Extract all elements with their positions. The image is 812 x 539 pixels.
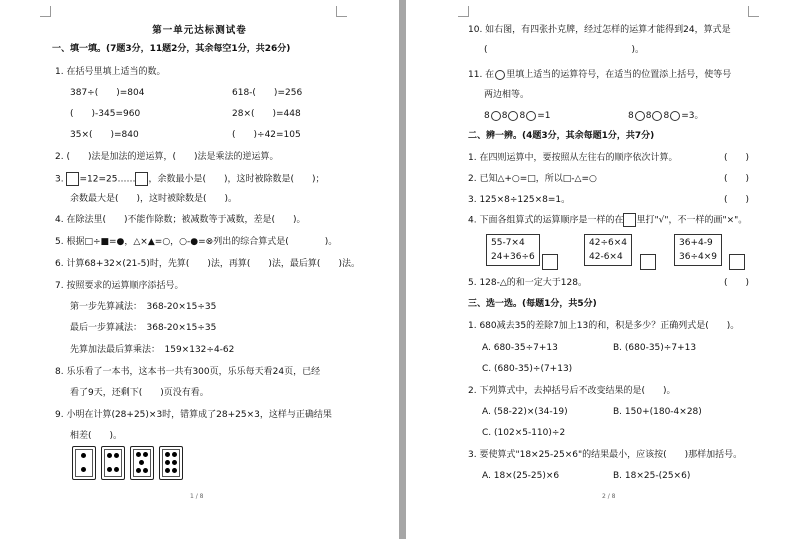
crop-mark-top-left — [40, 6, 51, 17]
question-4: 4. 在除法里( )不能作除数；被减数等于减数，差是( )。 — [55, 215, 306, 225]
judge-3-blank: ( ) — [724, 195, 750, 205]
answer-box — [729, 254, 745, 270]
eq-1a: 387÷( )=804 — [70, 88, 145, 98]
eq-1f: ( )÷42=105 — [232, 130, 301, 140]
expression-pair-3: 36+4-9 36÷4×9 — [674, 234, 722, 266]
circle-blank — [652, 111, 662, 121]
choice-2-option-a: A. (58-22)×(34-19) — [482, 407, 568, 417]
equation-eq-3: 8 8 8 =3。 — [628, 111, 704, 121]
choice-3-option-b: B. 18×25-(25×6) — [613, 471, 691, 481]
judge-5: 5. 128-△的和一定大于128。 — [468, 278, 587, 288]
right-page — [406, 0, 812, 539]
page-number: 2 / 8 — [602, 493, 616, 500]
question-9-line-2: 相差( )。 — [70, 431, 123, 441]
judge-5-blank: ( ) — [724, 278, 750, 288]
answer-box — [640, 254, 656, 270]
question-1: 1. 在括号里填上适当的数。 — [55, 67, 166, 77]
question-9: 9. 小明在计算(28+25)×3时，错算成了28+25×3，这样与正确结果 — [55, 410, 332, 420]
section-1-heading: 一、填一填。(7题3分，11题2分，其余每空1分，共26分) — [52, 44, 291, 54]
choice-3-option-a: A. 18×(25-25)×6 — [482, 471, 560, 481]
circle-blank — [495, 70, 505, 80]
crop-mark-top-right — [336, 6, 347, 17]
judge-1-blank: ( ) — [724, 153, 750, 163]
judge-2-blank: ( ) — [724, 174, 750, 184]
eq-1c: ( )-345=960 — [70, 109, 141, 119]
answer-box — [66, 172, 79, 186]
equation-eq-1: 8 8 8 =1 — [484, 111, 551, 121]
eq-1d: 28×( )=448 — [232, 109, 301, 119]
question-11-line-2: 两边相等。 — [484, 90, 530, 100]
expression-pair-1: 55-7×4 24+36÷6 — [486, 234, 540, 266]
question-7c: 先算加法最后算乘法： 159×132÷4-62 — [70, 345, 235, 355]
judge-3: 3. 125×8÷125×8=1。 — [468, 195, 571, 205]
choice-1-option-c: C. (680-35)÷(7+13) — [482, 364, 573, 374]
question-3-line-2: 余数最大是( )，这时被除数是( )。 — [70, 194, 238, 204]
question-8: 8. 乐乐看了一本书，这本书一共有300页，乐乐每天看24页，已经 — [55, 367, 321, 377]
crop-mark-top-left — [458, 6, 469, 17]
playing-card-spade — [101, 446, 125, 480]
answer-box — [542, 254, 558, 270]
choice-2-option-b: B. 150+(180-4×28) — [613, 407, 702, 417]
crop-mark-top-right — [748, 6, 759, 17]
left-page — [0, 0, 399, 539]
choice-3: 3. 要使算式"18×25-25×6"的结果最小，应该按( )那样加括号。 — [468, 450, 743, 460]
question-7: 7. 按照要求的运算顺序添括号。 — [55, 281, 184, 291]
expression-pair-2: 42÷6×4 42-6×4 — [584, 234, 632, 266]
section-2-heading: 二、辨一辨。(4题3分，其余每题1分，共7分) — [468, 131, 655, 141]
playing-card-spade — [159, 446, 183, 480]
section-3-heading: 三、选一选。(每题1分，共5分) — [468, 299, 597, 309]
judge-2: 2. 已知△+○=□，所以□-△=○ — [468, 174, 597, 184]
circle-blank — [526, 111, 536, 121]
question-5: 5. 根据□÷■=●，△×▲=○，○-●=⊗列出的综合算式是( )。 — [55, 237, 338, 247]
circle-blank — [508, 111, 518, 121]
question-2: 2. ( )法是加法的逆运算，( )法是乘法的逆运算。 — [55, 152, 279, 162]
circle-blank — [670, 111, 680, 121]
question-7a: 第一步先算减法： 368-20×15÷35 — [70, 302, 217, 312]
choice-1-option-a: A. 680-35÷7+13 — [482, 343, 558, 353]
question-7b: 最后一步算减法： 368-20×15÷35 — [70, 323, 217, 333]
question-6: 6. 计算68+32×(21-5)时，先算( )法，再算( )法，最后算( )法。 — [55, 259, 360, 269]
playing-card-spade — [130, 446, 154, 480]
eq-1e: 35×( )=840 — [70, 130, 139, 140]
eq-1b: 618-( )=256 — [232, 88, 303, 98]
circle-blank — [635, 111, 645, 121]
choice-2-option-c: C. (102×5-110)÷2 — [482, 428, 566, 438]
page-number: 1 / 8 — [190, 493, 204, 500]
question-10-line-2: ( )。 — [484, 45, 645, 55]
judge-1: 1. 在四则运算中，要按照从左往右的顺序依次计算。 — [468, 153, 678, 163]
question-10: 10. 如右图，有四张扑克牌，经过怎样的运算才能得到24，算式是 — [468, 25, 731, 35]
question-8-line-2: 看了9天，还剩下( )页没有看。 — [70, 388, 209, 398]
question-3: 3. =12=25…… ，余数最小是( )，这时被除数是( )； — [55, 172, 325, 186]
circle-blank — [491, 111, 501, 121]
page-title: 第一单元达标测试卷 — [152, 25, 247, 36]
choice-1-option-b: B. (680-35)÷7+13 — [613, 343, 697, 353]
answer-box — [623, 213, 636, 227]
choice-2: 2. 下列算式中，去掉括号后不改变结果的是( )。 — [468, 386, 676, 396]
judge-4: 4. 下面各组算式的运算顺序是一样的在 里打"√"，不一样的画"×"。 — [468, 213, 747, 227]
choice-1: 1. 680减去35的差除7加上13的和，积是多少？正确列式是( )。 — [468, 321, 740, 331]
question-11: 11. 在 里填上适当的运算符号，在适当的位置添上括号，使等号 — [468, 70, 732, 80]
answer-box — [135, 172, 148, 186]
playing-card-spade — [72, 446, 96, 480]
